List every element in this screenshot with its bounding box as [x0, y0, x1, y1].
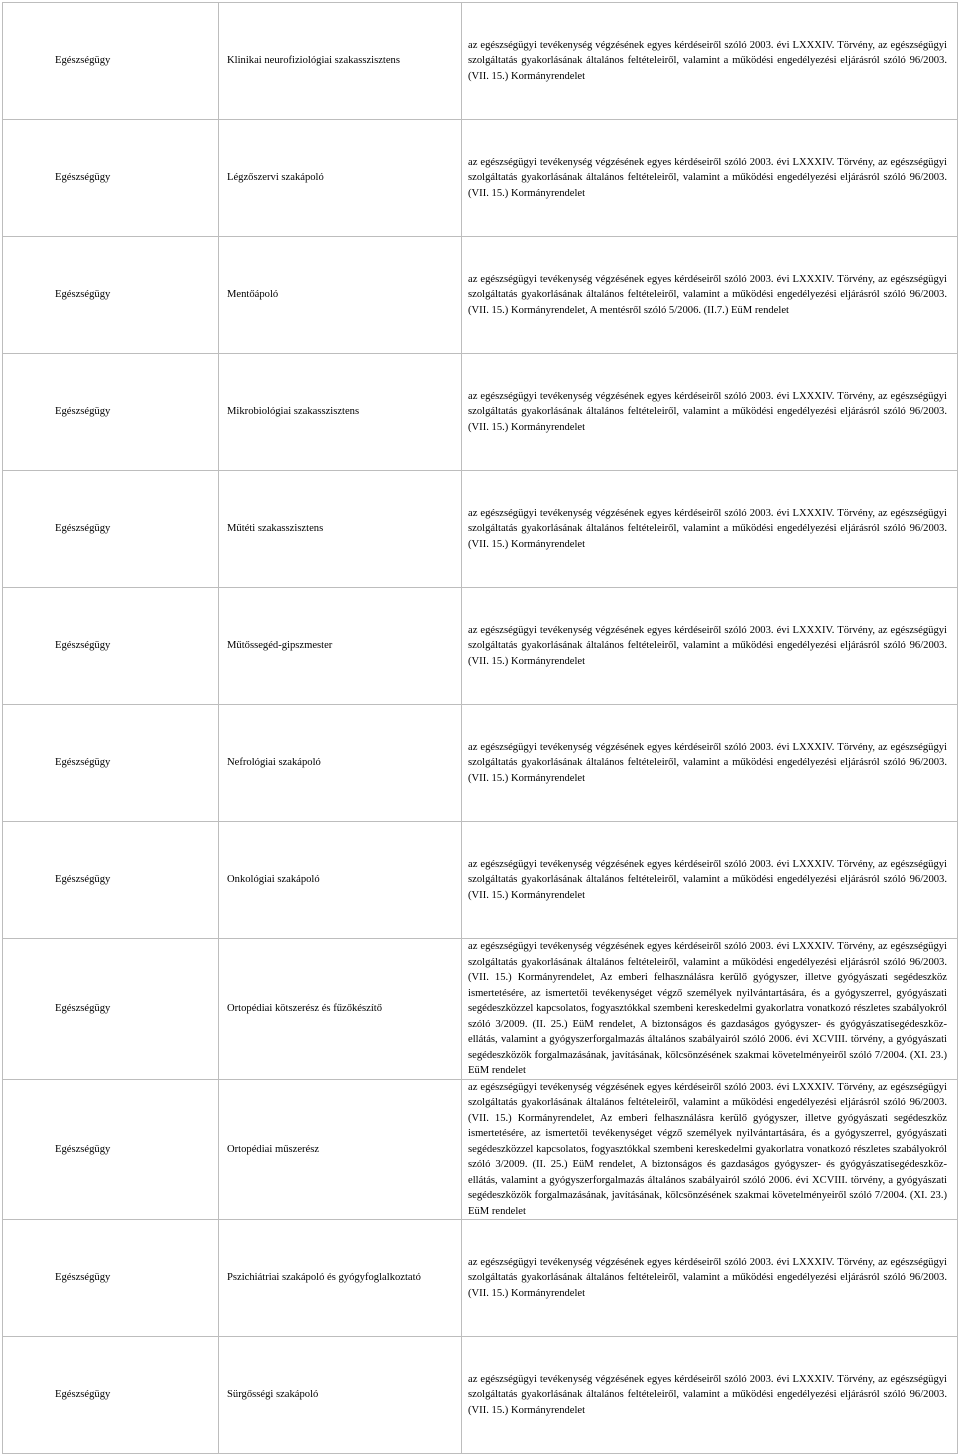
category-cell: Egészségügy	[3, 1220, 219, 1337]
regulation-cell: az egészségügyi tevékenység végzésének egyes kérdéseiről szóló 2003. évi LXXXIV. Törvény, az egészségügyi szolgáltatás gyakorlásának általános feltételeiről, valamint a működési engedélyezési eljárásról szóló 96/2003. (VII. 15.) Kormányrendelet	[462, 120, 958, 237]
table-row	[3, 120, 958, 237]
regulation-cell: az egészségügyi tevékenység végzésének egyes kérdéseiről szóló 2003. évi LXXXIV. Törvény, az egészségügyi szolgáltatás gyakorlásának általános feltételeiről, valamint a működési engedélyezési eljárásról szóló 96/2003. (VII. 15.) Kormányrendelet	[462, 588, 958, 705]
table-row	[3, 1079, 958, 1220]
category-cell: Egészségügy	[3, 354, 219, 471]
regulation-cell: az egészségügyi tevékenység végzésének egyes kérdéseiről szóló 2003. évi LXXXIV. Törvény, az egészségügyi szolgáltatás gyakorlásának általános feltételeiről, valamint a működési engedélyezési eljárásról szóló 96/2003. (VII. 15.) Kormányrendelet	[462, 1337, 958, 1454]
regulation-cell: az egészségügyi tevékenység végzésének egyes kérdéseiről szóló 2003. évi LXXXIV. Törvény, az egészségügyi szolgáltatás gyakorlásának általános feltételeiről, valamint a működési engedélyezési eljárásról szóló 96/2003. (VII. 15.) Kormányrendelet	[462, 705, 958, 822]
category-cell: Egészségügy	[3, 822, 219, 939]
category-cell: Egészségügy	[3, 237, 219, 354]
table-row	[3, 1220, 958, 1337]
regulation-cell: az egészségügyi tevékenység végzésének egyes kérdéseiről szóló 2003. évi LXXXIV. Törvény, az egészségügyi szolgáltatás gyakorlásának általános feltételeiről, valamint a működési engedélyezési eljárásról szóló 96/2003. (VII. 15.) Kormányrendelet	[462, 822, 958, 939]
regulation-cell: az egészségügyi tevékenység végzésének egyes kérdéseiről szóló 2003. évi LXXXIV. Törvény, az egészségügyi szolgáltatás gyakorlásának általános feltételeiről, valamint a működési engedélyezési eljárásról szóló 96/2003. (VII. 15.) Kormányrendelet	[462, 1220, 958, 1337]
category-cell: Egészségügy	[3, 1079, 219, 1220]
table-row	[3, 354, 958, 471]
category-cell: Egészségügy	[3, 3, 219, 120]
table-row	[3, 705, 958, 822]
profession-cell: Onkológiai szakápoló	[219, 822, 462, 939]
table-row	[3, 1337, 958, 1454]
regulation-cell: az egészségügyi tevékenység végzésének egyes kérdéseiről szóló 2003. évi LXXXIV. Törvény, az egészségügyi szolgáltatás gyakorlásának általános feltételeiről, valamint a működési engedélyezési eljárásról szóló 96/2003. (VII. 15.) Kormányrendelet	[462, 471, 958, 588]
profession-cell: Ortopédiai kötszerész és fűzőkészítő	[219, 939, 462, 1080]
table-row	[3, 3, 958, 120]
profession-cell: Műtőssegéd-gipszmester	[219, 588, 462, 705]
table-row	[3, 939, 958, 1080]
table-row	[3, 237, 958, 354]
category-cell: Egészségügy	[3, 1337, 219, 1454]
regulation-cell: az egészségügyi tevékenység végzésének egyes kérdéseiről szóló 2003. évi LXXXIV. Törvény, az egészségügyi szolgáltatás gyakorlásának általános feltételeiről, valamint a működési engedélyezési eljárásról szóló 96/2003. (VII. 15.) Kormányrendelet, A mentésről szóló 5/2006. (II.7.) EüM rendelet	[462, 237, 958, 354]
category-cell: Egészségügy	[3, 705, 219, 822]
regulation-cell: az egészségügyi tevékenység végzésének egyes kérdéseiről szóló 2003. évi LXXXIV. Törvény, az egészségügyi szolgáltatás gyakorlásának általános feltételeiről, valamint a működési engedélyezési eljárásról szóló 96/2003. (VII. 15.) Kormányrendelet, Az emberi felhasználásra kerülő gyógyszer, illetve gyógyászati segédeszköz ismertetésére, az ismertetői tevékenységet végző személyek nyilvántartására, és a gyógyszerrel, gyógyászati segédeszközzel kapcsolatos, fogyasztókkal szembeni kereskedelmi gyakorlatra vonatkozó részletes szabályokról szóló 3/2009. (II. 25.) EüM rendelet, A biztonságos és gazdaságos gyógyszer- és gyógyászatisegédeszköz-ellátás, valamint a gyógyszerforgalmazás általános szabályairól szóló 2006. évi XCVIII. törvény, a gyógyászati segédeszközök forgalmazásának, javításának, kölcsönzésének szakmai követelményeiről szóló 7/2004. (XI. 23.) EüM rendelet	[462, 939, 958, 1080]
regulation-cell: az egészségügyi tevékenység végzésének egyes kérdéseiről szóló 2003. évi LXXXIV. Törvény, az egészségügyi szolgáltatás gyakorlásának általános feltételeiről, valamint a működési engedélyezési eljárásról szóló 96/2003. (VII. 15.) Kormányrendelet	[462, 354, 958, 471]
category-cell: Egészségügy	[3, 588, 219, 705]
profession-cell: Mikrobiológiai szakasszisztens	[219, 354, 462, 471]
profession-cell: Mentőápoló	[219, 237, 462, 354]
profession-cell: Ortopédiai műszerész	[219, 1079, 462, 1220]
category-cell: Egészségügy	[3, 120, 219, 237]
regulation-cell: az egészségügyi tevékenység végzésének egyes kérdéseiről szóló 2003. évi LXXXIV. Törvény, az egészségügyi szolgáltatás gyakorlásának általános feltételeiről, valamint a működési engedélyezési eljárásról szóló 96/2003. (VII. 15.) Kormányrendelet	[462, 3, 958, 120]
profession-cell: Nefrológiai szakápoló	[219, 705, 462, 822]
table-row	[3, 588, 958, 705]
profession-cell: Légzőszervi szakápoló	[219, 120, 462, 237]
category-cell: Egészségügy	[3, 939, 219, 1080]
regulation-cell: az egészségügyi tevékenység végzésének egyes kérdéseiről szóló 2003. évi LXXXIV. Törvény, az egészségügyi szolgáltatás gyakorlásának általános feltételeiről, valamint a működési engedélyezési eljárásról szóló 96/2003. (VII. 15.) Kormányrendelet, Az emberi felhasználásra kerülő gyógyszer, illetve gyógyászati segédeszköz ismertetésére, az ismertetői tevékenységet végző személyek nyilvántartására, és a gyógyszerrel, gyógyászati segédeszközzel kapcsolatos, fogyasztókkal szembeni kereskedelmi gyakorlatra vonatkozó részletes szabályokról szóló 3/2009. (II. 25.) EüM rendelet, A biztonságos és gazdaságos gyógyszer- és gyógyászatisegédeszköz-ellátás, valamint a gyógyszerforgalmazás általános szabályairól szóló 2006. évi XCVIII. törvény, a gyógyászati segédeszközök forgalmazásának, javításának, kölcsönzésének szakmai követelményeiről szóló 7/2004. (XI. 23.) EüM rendelet	[462, 1079, 958, 1220]
regulation-table	[2, 2, 958, 1454]
table-row	[3, 822, 958, 939]
profession-cell: Műtéti szakasszisztens	[219, 471, 462, 588]
category-cell: Egészségügy	[3, 471, 219, 588]
profession-cell: Klinikai neurofiziológiai szakasszisztens	[219, 3, 462, 120]
table-row	[3, 471, 958, 588]
profession-cell: Sürgősségi szakápoló	[219, 1337, 462, 1454]
profession-cell: Pszichiátriai szakápoló és gyógyfoglalkoztató	[219, 1220, 462, 1337]
